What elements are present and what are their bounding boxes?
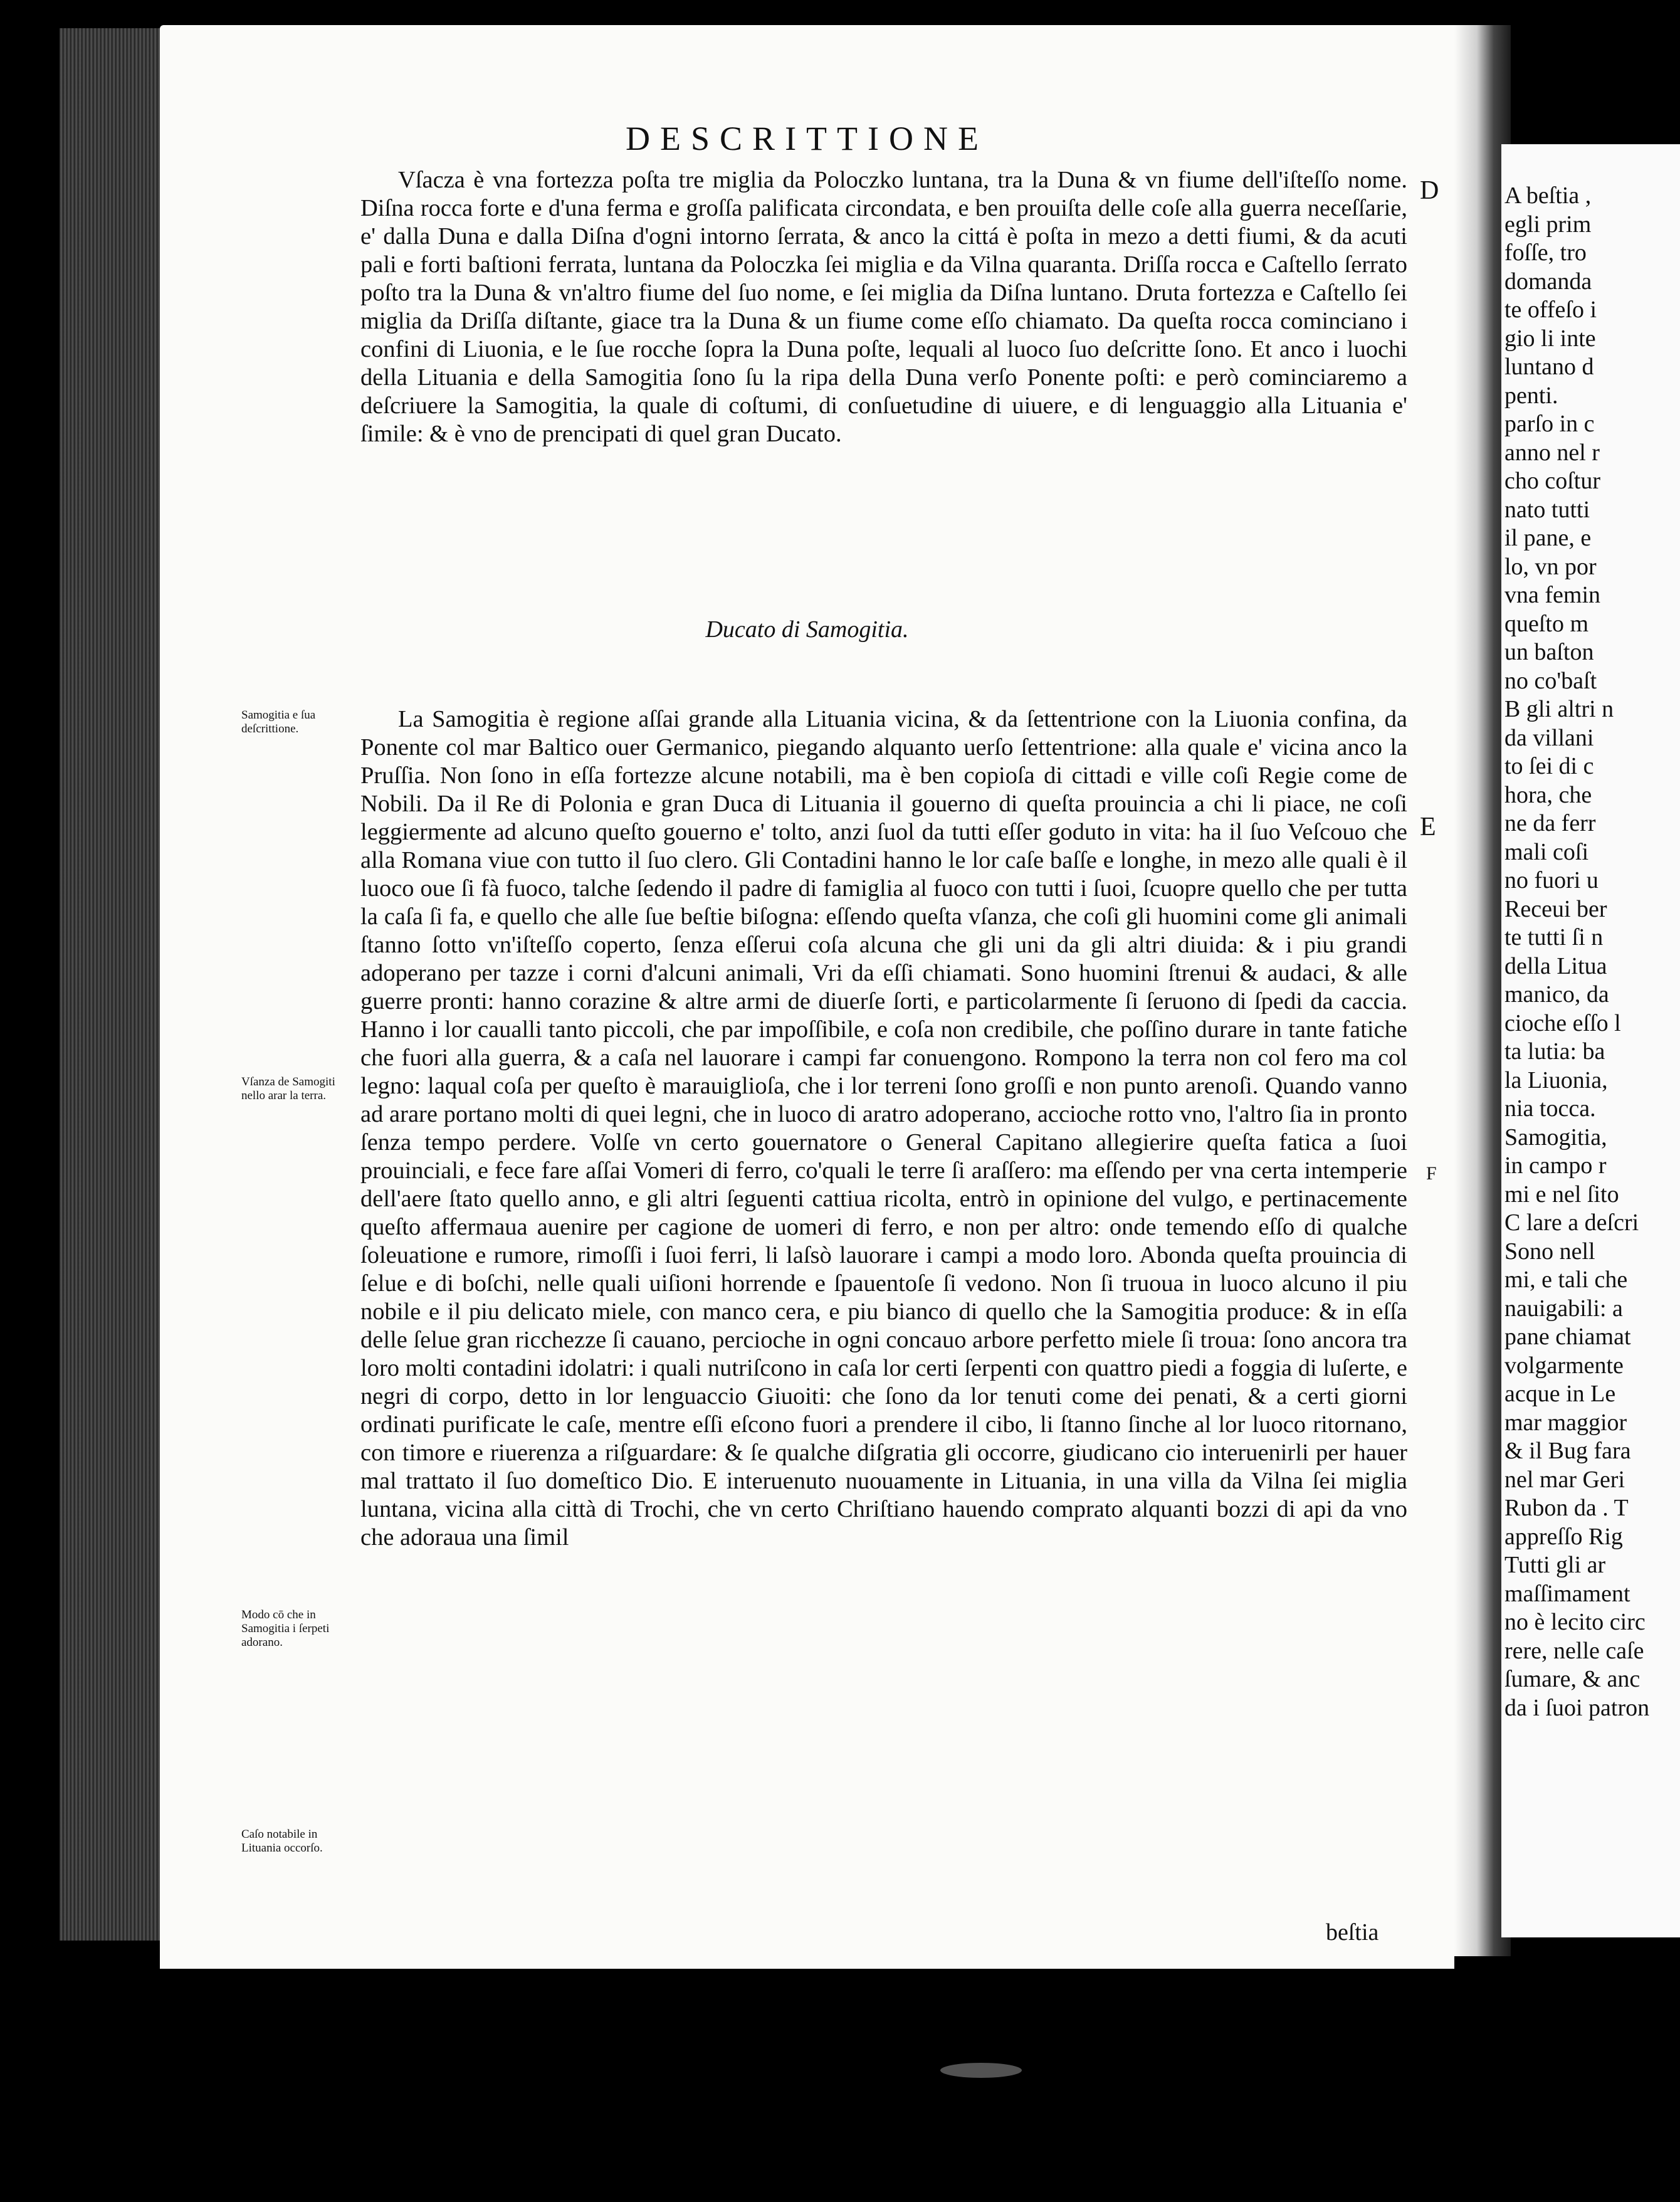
right-page-line: mali coſi [1504, 838, 1589, 865]
margin-note: Samogitia e ſua deſcrittione. [241, 709, 316, 735]
paragraph-2-text: La Samogitia è regione aſſai grande alla Lituania vicina, & da ſettentrione con la Liuonia confina, da Ponente col mar Baltico ouer Germanico, piegando alquanto uerſo ſettentrione: alla quale e' vicina anco la Pruſſia. Non ſono in eſſa fortezze alcune notabili, ma è ben copioſa di cittadi e ville coſi Regie come de Nobili. Da il Re di Polonia e gran Duca di Lituania il gouerno di queſta prouincia a chi li piace, ne coſi leggiermente ad alcuno queſto gouerno e' tolto, anzi ſuol da tutti eſſer goduto in vita: ha il ſuo Veſcouo che alla Romana viue con tutto il ſuo clero. Gli Contadini hanno le lor caſe baſſe e longhe, in mezo alle quali è il luoco oue ſi fà fuoco, talche ſedendo il padre di famiglia al fuoco con tutti i ſuoi, ſcuopre quello che per tutta la caſa ſi fa, e quello che alle ſue beſtie biſogna: eſſendo queſta vſanza, che coſi gli huomini come gli animali ſtanno ſotto vn'iſteſſo coperto, ſenza eſſerui coſa alcuna che gli uni da gli altri diuida: & i piu grandi adoperano per tazze i corni d'alcuni animali, Vri da eſſi chiamati. Sono huomini ſtrenui & audaci, & alle guerre pronti: hanno corazine & altre armi de diuerſe ſorti, e particolarmente ſi ſeruono di ſpedi da caccia. Hanno i lor caualli tanto piccoli, che par impoſſibile, e coſa non credibile, che poſſino durare in tante fatiche che fuori alla guerra, & a caſa nel lauorare i campi far conuengono. Rompono la terra non col fero ma col legno: laqual coſa per queſto è marauiglioſa, che i lor terreni ſono groſſi e non punto arenoſi. Quando vanno ad arare portano molti di quei legni, che in luoco di aratro adoperano, accioche rotto vno, l'altro ſia in pronto ſenza tempo perdere. Volſe vn certo gouernatore o General Capitano allegierire queſta fatica a ſuoi prouinciali, e fece fare aſſai Vomeri di ferro, co'quali le terre ſi araſſero: ma eſſendo per vna certa intemperie dell'aere ſtato quello anno, e gli altri ſeguenti cattiua ricolta, entrò in opinione del vulgo, e pertinacemente queſto affermaua auenire per cagione de uomeri di ferro, e non per altro: onde temendo eſſo di qualche ſoleuatione e rumore, rimoſſi i ſuoi ferri, li laſsò lauorare i campi a modo loro. Abonda queſta prouincia di ſelue e di boſchi, nelle quali uiſioni horrende e ſpauentoſe ſi vedono. Non ſi truoua in luoco alcuno il piu nobile e il piu delicato miele, con manco cera, e piu bianco di quello che la Samogitia produce: & in eſſa delle ſelue gran ricchezze ſi cauano, percioche in ogni concauo arbore perfetto miele ſi troua: ſono ancora tra loro molti contadini idolatri: i quali nutriſcono in caſa lor certi ſerpenti con quattro piedi a foggia di luſerte, e negri di corpo, detto in lor lenguaccio Giuoiti: che ſono da lor tenuti come dei penati, & a certi giorni ordinati purificate le caſe, mentre eſſi eſcono fuori a prendere il cibo, li ſtanno ſinche al lor luoco ritornano, con timore e riuerenza a riſguardare: & ſe qualche diſgratia gli occorre, giudicano cio interuenirli per hauer mal trattato il ſuo domeſtico Dio. E interuenuto nuouamente in Lituania, in una villa da Vilna ſei miglia luntana, vicina alla città di Trochi, che vn certo Chriſtiano hauendo comprato alquanti bozzi di api da vno che adoraua una ſimil [360, 706, 1407, 1551]
right-page-line: no co'baſt [1504, 667, 1597, 694]
left-page [160, 25, 1454, 1969]
right-page-line: mi e nel ſito [1504, 1181, 1619, 1208]
right-page-line: vna femin [1504, 582, 1601, 608]
right-page-line: C lare a deſcri [1504, 1209, 1639, 1236]
margin-note: Caſo notabile in Lituania occorſo. [241, 1828, 323, 1855]
right-page-line: da villani [1504, 724, 1594, 751]
right-page-line: Sono nell [1504, 1238, 1595, 1265]
right-page-line: nato tutti [1504, 496, 1590, 523]
right-page-line: della Litua [1504, 952, 1607, 979]
right-page-line: cioche eſſo l [1504, 1009, 1621, 1036]
right-page-line: parſo in c [1504, 411, 1595, 437]
right-page-line: nauigabili: a [1504, 1295, 1623, 1322]
right-page-line: la Liuonia, [1504, 1067, 1608, 1093]
right-page-line: B gli altri n [1504, 696, 1614, 722]
right-page-line: domanda [1504, 268, 1592, 295]
right-page-line: Rubon da . T [1504, 1495, 1629, 1521]
right-page-line: rere, nelle caſe [1504, 1637, 1644, 1664]
right-page-line: A beſtia , [1504, 182, 1592, 209]
right-page-line: Receui ber [1504, 895, 1607, 922]
right-page-line: queſto m [1504, 610, 1589, 637]
right-page-line: foſſe, tro [1504, 240, 1587, 266]
right-page-line: ta lutia: ba [1504, 1038, 1605, 1065]
right-page-line: anno nel r [1504, 439, 1600, 466]
samogitia-paragraph [360, 705, 1407, 1552]
right-page-line: mar maggior [1504, 1409, 1627, 1436]
right-page-line: luntano d [1504, 354, 1594, 380]
right-page-line: no fuori u [1504, 867, 1599, 893]
right-page-line: mi, e tali che [1504, 1267, 1628, 1293]
margin-note: Vſanza de Samogiti nello arar la terra. [241, 1075, 335, 1102]
section-title: Ducato di Samogitia. [705, 616, 909, 643]
right-page-fragment [1501, 144, 1680, 1937]
right-page-line: egli prim [1504, 211, 1592, 238]
right-page-line: da i ſuoi patron [1504, 1694, 1650, 1721]
right-page-line: manico, da [1504, 981, 1609, 1008]
section-letter-d: D [1420, 176, 1439, 205]
paragraph-1-text: Vſacza è vna fortezza poſta tre miglia da Poloczko luntana, tra la Duna & vn fiume dell'iſteſſo nome. Diſna rocca forte e d'una ferma e groſſa palificata circondata, e ben prouiſta delle coſe alla guerra neceſſarie, e' dalla Duna e dalla Diſna d'ogni intorno ſerrata, & anco la cittá è poſta in mezo a detti fiumi, & da acuti pali e forti baſtioni ferrata, luntana da Poloczka ſei miglia e da Vilna quaranta. Driſſa rocca e Caſtello ſerrato poſto tra la Duna & vn'altro fiume del ſuo nome, e ſei miglia da Diſna luntano. Druta fortezza e Caſtello ſei miglia da Driſſa diſtante, giace tra la Duna & un fiume come eſſo chiamato. Da queſta rocca cominciano i confini di Liuonia, e le ſue rocche ſopra la Duna poſte, lequali al luoco ſuo deſcritte ſono. Et anco i luochi della Lituania e della Samogitia ſono ſu la ripa della Duna verſo Ponente poſti: e però cominciaremo a deſcriuere la Samogitia, la quale di coſtumi, di conſuetudine di uiuere, e di lenguaggio alla Lituania e' ſimile: & è vno de prencipati di quel gran Ducato. [360, 167, 1407, 447]
right-page-line: Samogitia, [1504, 1124, 1607, 1151]
right-page-line: penti. [1504, 382, 1558, 409]
right-page-line: nia tocca. [1504, 1095, 1596, 1122]
right-page-line: te tutti ſi n [1504, 924, 1604, 951]
right-page-line: appreſſo Rig [1504, 1523, 1623, 1550]
opening-paragraph [360, 166, 1407, 448]
right-page-line: no è lecito circ [1504, 1609, 1646, 1635]
right-page-line: lo, vn por [1504, 553, 1597, 580]
right-page-line: & il Bug fara [1504, 1438, 1631, 1464]
right-page-line: nel mar Geri [1504, 1466, 1625, 1493]
right-page-line: maſſimament [1504, 1580, 1630, 1607]
right-page-line: Tutti gli ar [1504, 1552, 1606, 1578]
book-page-edges [60, 28, 166, 1941]
right-page-line: pane chiamat [1504, 1324, 1631, 1350]
margin-note: Modo cō che in Samogitia i ſerpeti adorano. [241, 1608, 330, 1649]
right-page-line: volgarmente [1504, 1352, 1624, 1379]
right-page-line: acque in Le [1504, 1381, 1616, 1407]
catchword: beſtia [1326, 1919, 1379, 1946]
right-page-line: un baſton [1504, 639, 1594, 665]
right-page-text [1504, 182, 1680, 1722]
right-page-line: il pane, e [1504, 525, 1592, 551]
section-letter-e: E [1420, 813, 1436, 841]
right-page-line: hora, che [1504, 781, 1592, 808]
right-page-line: in campo r [1504, 1152, 1607, 1179]
right-page-line: te offeſo i [1504, 297, 1597, 323]
running-header: DESCRITTIONE [626, 120, 989, 157]
right-page-line: to ſei di c [1504, 753, 1594, 779]
scan-smudge [940, 2063, 1022, 2078]
right-page-line: ne da ferr [1504, 810, 1596, 836]
section-letter-f: F [1426, 1163, 1437, 1184]
right-page-line: cho coſtur [1504, 468, 1601, 494]
right-page-line: gio li inte [1504, 325, 1596, 352]
right-page-line: ſumare, & anc [1504, 1666, 1641, 1692]
